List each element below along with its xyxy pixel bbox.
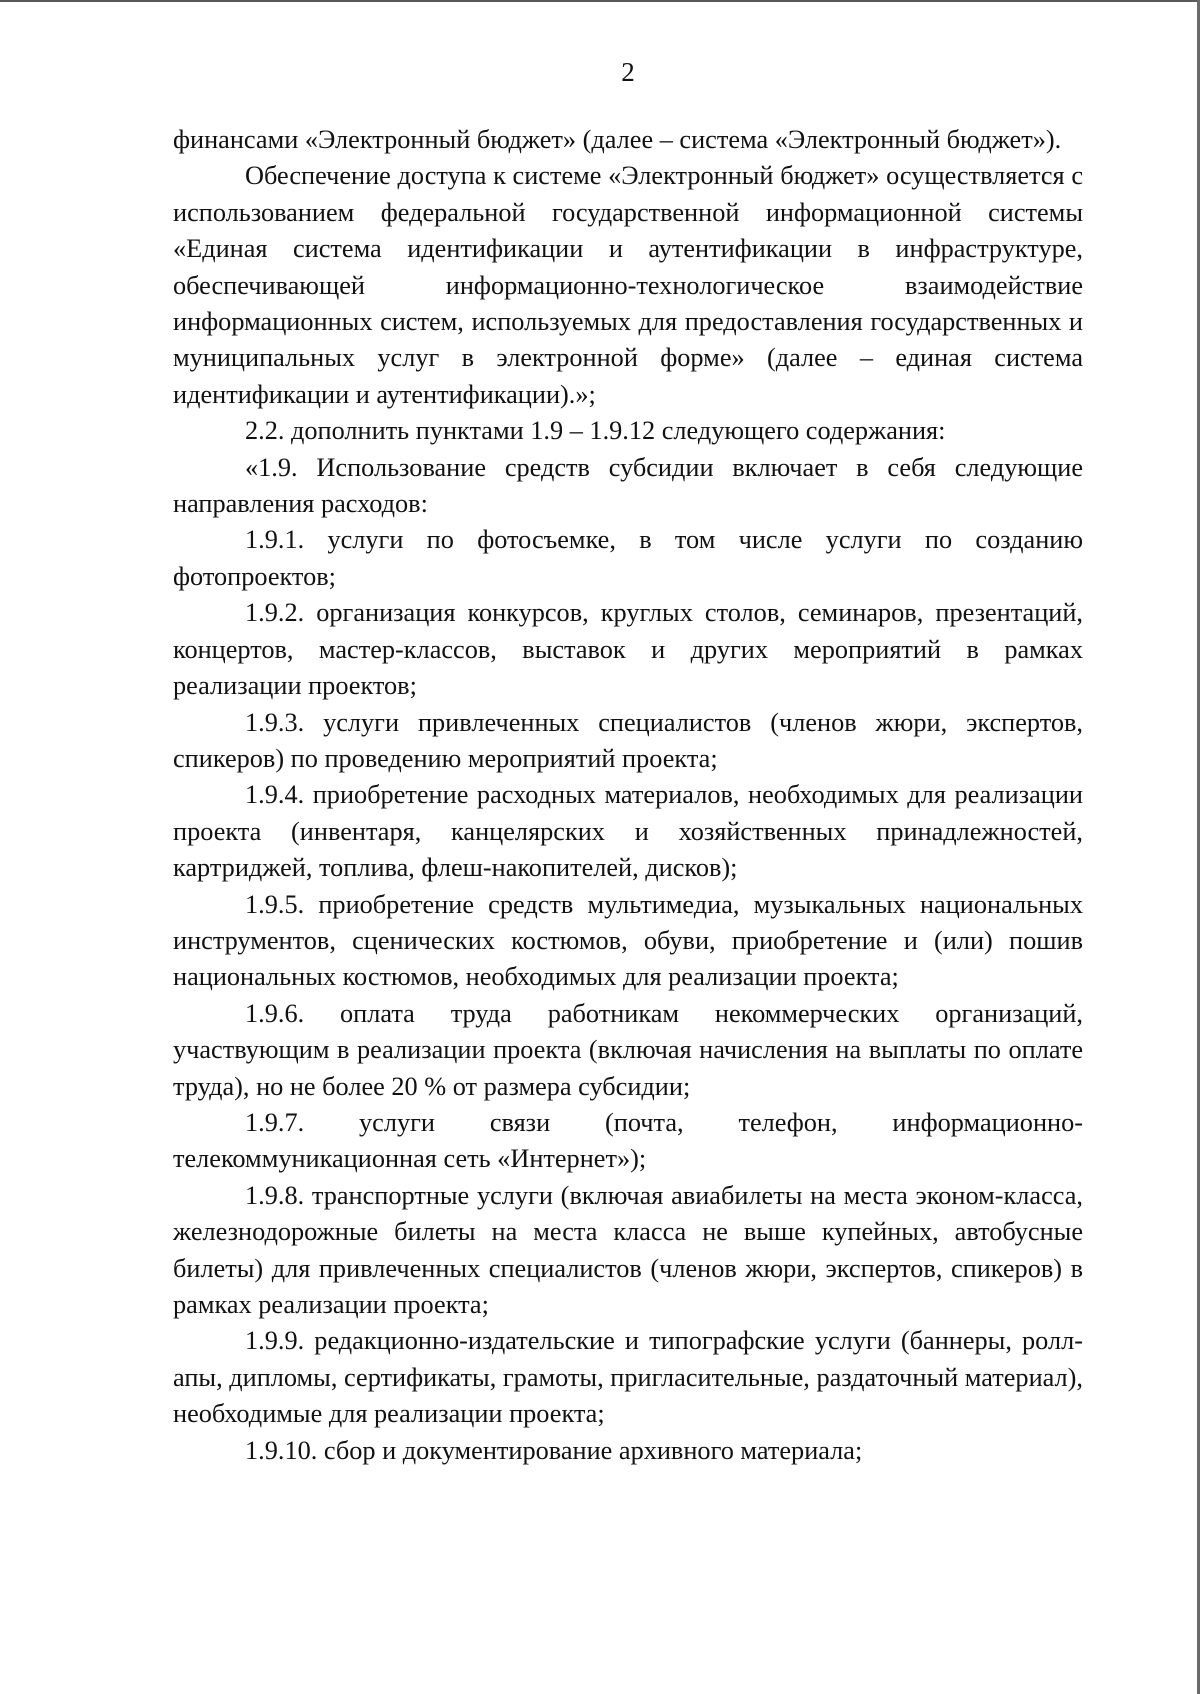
paragraph-1-9-7: 1.9.7. услуги связи (почта, телефон, информационно-телекоммуникационная сеть «Интернет»); bbox=[173, 1107, 1083, 1174]
paragraph-1-9-1: 1.9.1. услуги по фотосъемке, в том числе услуги по созданию фотопроектов; bbox=[173, 525, 1083, 591]
paragraph-1-9-6: 1.9.6. оплата труда работникам некоммерческих организаций, участвующим в реализации проекта (включая начисления на выплаты по оплате труда), но не более 20 % от размера субсидии; bbox=[173, 998, 1083, 1101]
paragraph-access: Обеспечение доступа к системе «Электронный бюджет» осуществляется с использованием федеральной государственной информационной системы «Единая система идентификации и аутентификации в инфраструктуре, обеспечивающей информационно-технологическое взаимодействие информационных систем, используемых для предоставления государственных и муниципальных услуг в электронной форме» (далее – единая система идентификации и аутентификации).»; bbox=[173, 161, 1083, 409]
paragraph-1-9-2: 1.9.2. организация конкурсов, круглых столов, семинаров, презентаций, концертов, мастер-классов, выставок и других мероприятий в рамках реализации проектов; bbox=[173, 598, 1083, 701]
paragraph-1-9-10: 1.9.10. сбор и документирование архивного материала; bbox=[245, 1435, 863, 1465]
paragraph-continuation: финансами «Электронный бюджет» (далее – система «Электронный бюджет»). bbox=[173, 125, 1062, 154]
document-page bbox=[173, 54, 1083, 1469]
paragraph-1-9-4: 1.9.4. приобретение расходных материалов, необходимых для реализации проекта (инвентаря, канцелярских и хозяйственных принадлежностей, картриджей, топлива, флеш-накопителей, дисков); bbox=[173, 780, 1083, 883]
paragraph-1-9-8: 1.9.8. транспортные услуги (включая авиабилеты на места эконом-класса, железнодорожные билеты на места класса не выше купейных, автобусные билеты) для привлеченных специалистов (членов жюри, экспертов, спикеров) в рамках реализации проекта; bbox=[173, 1180, 1083, 1319]
page-number: 2 bbox=[621, 57, 635, 87]
paragraph-1-9-9: 1.9.9. редакционно-издательские и типографские услуги (баннеры, ролл-апы, дипломы, сертификаты, грамоты, пригласительные, раздаточный материал), необходимые для реализации проекта; bbox=[173, 1326, 1083, 1429]
paragraph-1-9: «1.9. Использование средств субсидии включает в себя следующие направления расходов: bbox=[173, 452, 1083, 519]
paragraph-1-9-5: 1.9.5. приобретение средств мультимедиа, музыкальных национальных инструментов, сценических костюмов, обуви, приобретение и (или) пошив национальных костюмов, необходимых для реализации проекта; bbox=[173, 889, 1083, 992]
paragraph-2-2: 2.2. дополнить пунктами 1.9 – 1.9.12 следующего содержания: bbox=[245, 416, 946, 446]
paragraph-1-9-3: 1.9.3. услуги привлеченных специалистов (членов жюри, экспертов, спикеров) по проведению мероприятий проекта; bbox=[173, 707, 1083, 773]
scan-top-edge bbox=[0, 0, 1200, 2]
